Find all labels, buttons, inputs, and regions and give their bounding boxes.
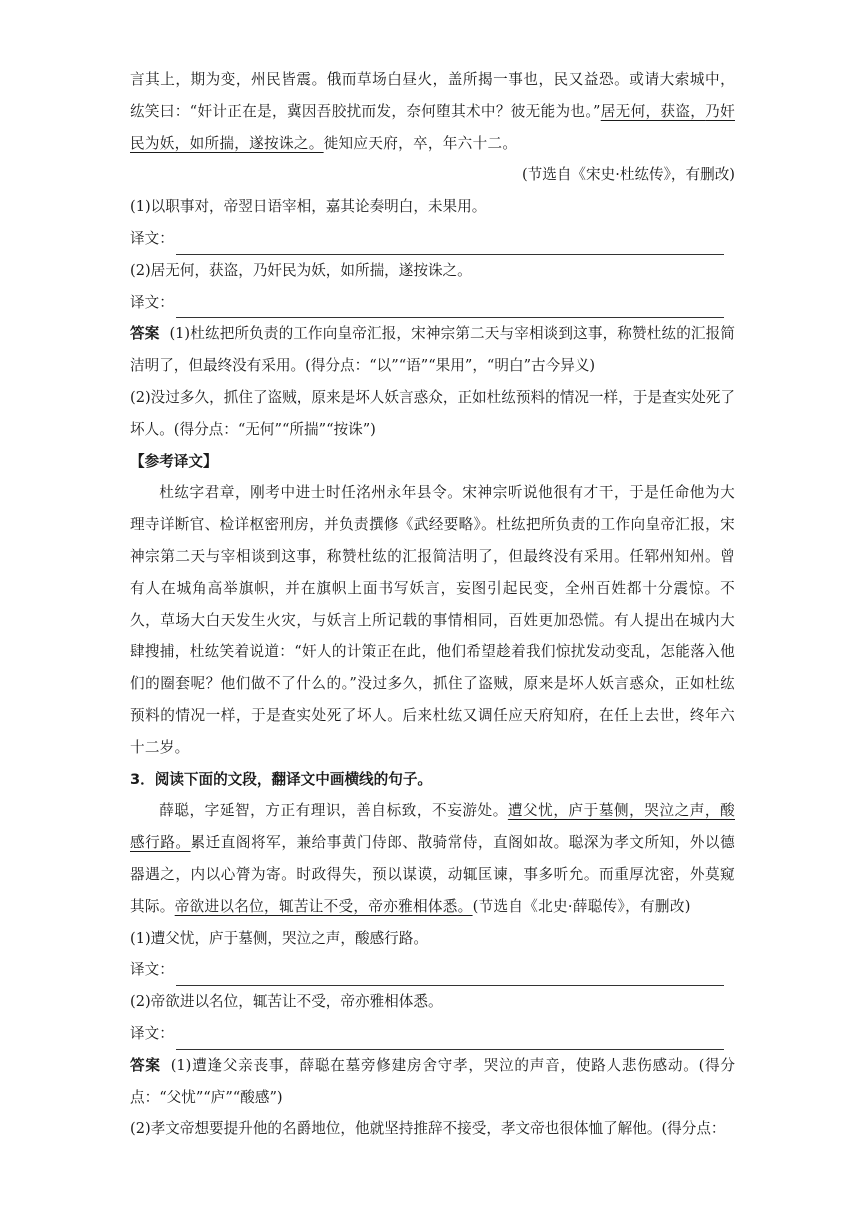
answer-part: (1)遭逢父亲丧事，薛聪在墓旁修建房舍守孝，哭泣的声音，使路人悲伤感动。(得分点：“父忧”“庐”“酸感”) xyxy=(130,1056,735,1106)
blank-label: 译文： xyxy=(130,293,174,311)
passage-text xyxy=(130,64,735,159)
passage-text xyxy=(130,795,735,922)
answer-part: (1)杜纮把所负责的工作向皇帝汇报，宋神宗第二天与宰相谈到这事，称赞杜纮的汇报简洁明了，但最终没有采用。(得分点：“以”“语”“果用”，“明白”古今异义) xyxy=(130,325,735,375)
source-citation: (节选自《北史·薛聪传》，有删改) xyxy=(472,897,691,915)
answer-blank[interactable] xyxy=(130,954,735,986)
blank-label: 译文： xyxy=(130,229,174,247)
question-item: (2)帝欲进以名位，辄苦让不受，帝亦雅相体悉。 xyxy=(130,993,443,1011)
passage-line: 纮笑曰：“奸计正在是，冀因吾胶扰而发，奈何堕其术中？彼无能为也。” xyxy=(130,102,601,120)
passage-line: 言其上，期为变，州民皆震。俄而草场白昼火，盖所揭一事也，民又益恐。或请大索城中， xyxy=(130,71,735,88)
underlined-sentence: 居无何，获盗， xyxy=(600,102,706,120)
answer-tag: 答案 xyxy=(130,1056,161,1074)
blank-rule xyxy=(176,1029,724,1050)
question-item: (1)遭父忧，庐于墓侧，哭泣之声，酸感行路。 xyxy=(130,929,428,947)
question-title: 3．阅读下面的文段，翻译文中画横线的句子。 xyxy=(130,770,433,788)
blank-rule xyxy=(176,965,724,986)
answer-tag: 答案 xyxy=(130,325,160,343)
blank-rule xyxy=(176,234,724,255)
blank-rule xyxy=(176,297,724,318)
source-citation: (节选自《宋史·杜纮传》，有删改) xyxy=(521,166,735,184)
answer-blank[interactable] xyxy=(130,1018,735,1050)
blank-label: 译文： xyxy=(130,961,174,979)
answer-block xyxy=(130,1050,735,1114)
answer-part: (2)孝文帝想要提升他的名爵地位，他就坚持推辞不接受，孝文帝也很体恤了解他。(得分点： xyxy=(130,1120,726,1138)
blank-label: 译文： xyxy=(130,1024,174,1042)
answer-blank[interactable] xyxy=(130,287,735,319)
reference-translation: 杜纮字君章，刚考中进士时任洺州永年县令。宋神宗听说他很有才干，于是任命他为大理寺详断官、检详枢密刑房，并负责撰修《武经要略》。杜纮把所负责的工作向皇帝汇报，宋神宗第二天与宰相谈到这事，称赞杜纮的汇报简洁明了，但最终没有采用。任郓州知州。曾有人在城角高举旗帜，并在旗帜上面书写妖言，妄图引起民变，全州百姓都十分震惊。不久，草场大白天发生火灾，与妖言上所记载的事情相同，百姓更加恐慌。有人提出在城内大肆搜捕，杜纮笑着说道：“奸人的计策正在此，他们希望趁着我们惊扰发动变乱，怎能落入他们的圈套呢？他们做不了什么的。”没过多久，抓住了盗贼，原来是坏人妖言惑众，正如杜纮预料的情况一样，于是查实处死了坏人。后来杜纮又调任应天府知府，在任上去世，终年六十二岁。 xyxy=(130,484,735,756)
underlined-sentence: 帝欲进以名位，辄苦让不受，帝亦雅相体悉。 xyxy=(174,897,473,915)
passage-line: 徙知应天府，卒，年六十二。 xyxy=(323,134,518,152)
question-item: (1)以职事对，帝翌日语宰相，嘉其论奏明白，未果用。 xyxy=(130,198,487,216)
underlined-sentence: 遭父忧，庐于墓侧，哭泣之声，酸感行路。 xyxy=(130,802,735,852)
reference-heading: 【参考译文】 xyxy=(130,452,218,470)
answer-part: (2)没过多久，抓住了盗贼，原来是坏人妖言惑众，正如杜纮预料的情况一样，于是查实处死了坏人。(得分点：“无何”“所揣”“按诛”) xyxy=(130,388,735,438)
answer-block xyxy=(130,318,735,382)
underlined-sentence: 乃奸民为妖，如所揣，遂按诛之。 xyxy=(130,102,735,152)
passage-segment: 累迁直阁将军，兼给事黄门侍郎、散骑常侍，直阁如故。聪深为孝文所知，外以德器遇之，内以心膂为寄。时政得失，预以谋谟，动辄匡谏，事多听允。而重厚沈密，外莫窥其际。 xyxy=(130,834,735,915)
question-item: (2)居无何，获盗，乃奸民为妖，如所揣，遂按诛之。 xyxy=(130,261,472,279)
passage-segment: 薛聪，字延智，方正有理识，善自标致，不妄游处。 xyxy=(159,802,508,820)
document-page xyxy=(130,64,735,1145)
answer-blank[interactable] xyxy=(130,223,735,255)
